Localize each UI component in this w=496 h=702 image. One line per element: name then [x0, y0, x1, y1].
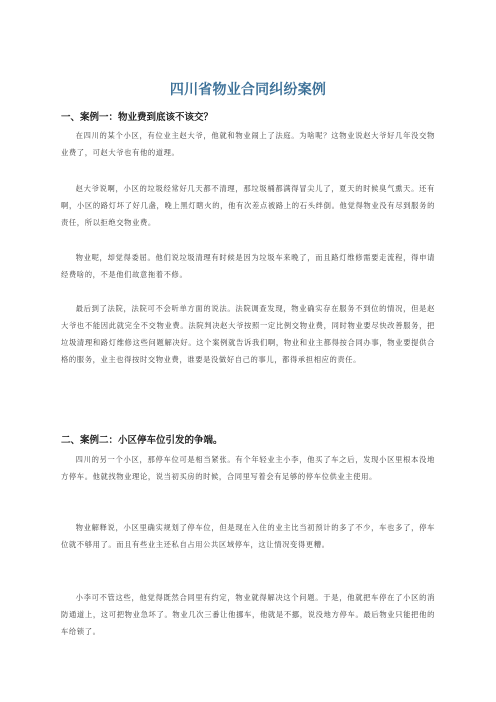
paragraph: 物业呢，却觉得委屈。他们说垃圾清理有时候是因为垃圾车来晚了，而且路灯维修需要走流程，得申请经费啥的，不是他们故意拖着不修。	[61, 253, 435, 279]
paragraph: 四川的另一个小区，那停车位可是相当紧张。有个年轻业主小李，他买了车之后，发现小区里根本没地方停车。他就找物业理论，说当初买房的时候，合同里写着会有足够的停车位供业主使用。	[61, 455, 435, 481]
section-heading-case-1: 一、案例一：物业费到底该不该交？	[61, 112, 214, 123]
paragraph: 最后到了法院，法院可不会听单方面的说法。法院调查发现，物业确实存在服务不到位的情况，但是赵大爷也不能因此就完全不交物业费。法院判决赵大爷按照一定比例交物业费，同时物业要尽快改善服务，把垃圾清理和路灯维修这些问题解决好。这个案例就告诉我们啊，物业和业主都得按合同办事，物业要提供合格的服务，业主也得按时交物业费，谁要是没做好自己的事儿，都得承担相应的责任。	[61, 304, 435, 364]
paragraph: 赵大爷说啊，小区的垃圾经常好几天都不清理，那垃圾桶都满得冒尖儿了，夏天的时候臭气熏天。还有啊，小区的路灯坏了好几盏，晚上黑灯瞎火的，他有次差点被路上的石头绊倒。他觉得物业没有尽到服务的责任，所以拒绝交物业费。	[61, 184, 435, 227]
document-title: 四川省物业合同纠纷案例	[169, 82, 327, 98]
paragraph: 物业解释说，小区里确实规划了停车位，但是现在入住的业主比当初预计的多了不少，车也多了，停车位就不够用了。而且有些业主还私自占用公共区域停车，这让情况变得更糟。	[61, 523, 435, 549]
section-heading-case-2: 二、案例二：小区停车位引发的争端。	[61, 435, 223, 446]
paragraph: 小李可不管这些，他觉得既然合同里有约定，物业就得解决这个问题。于是，他就把车停在了小区的消防通道上，这可把物业急坏了。物业几次三番让他挪车，他就是不挪，说没地方停车。最后物业只能把他的车给锁了。	[61, 593, 435, 636]
paragraph: 在四川的某个小区，有位业主赵大爷，他就和物业闹上了法庭。为啥呢？这物业说赵大爷好几年没交物业费了，可赵大爷也有他的道理。	[61, 131, 435, 157]
